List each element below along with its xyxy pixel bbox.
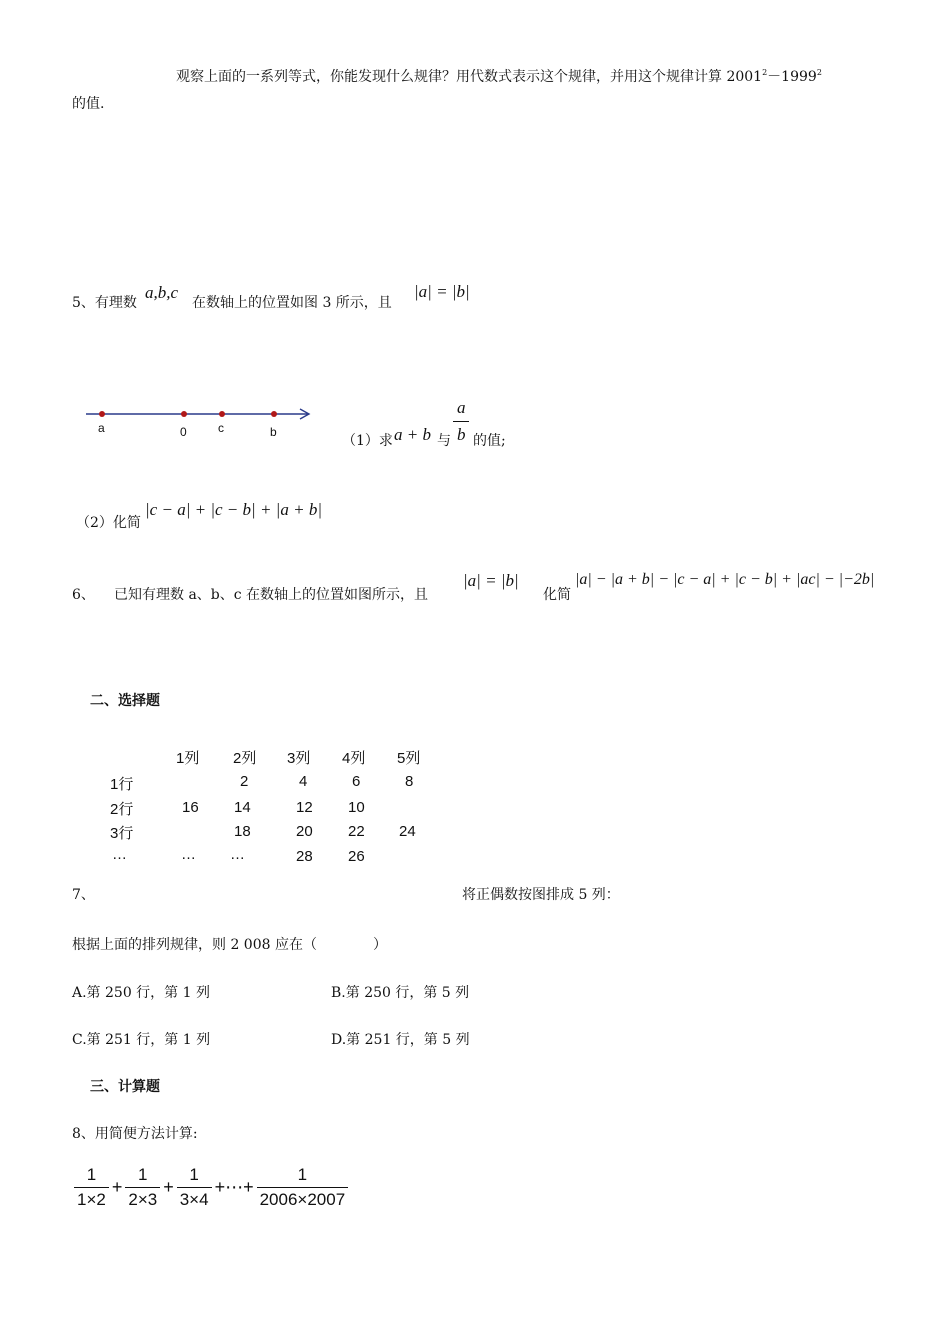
point-0	[181, 411, 187, 417]
plus-1: +	[111, 1177, 123, 1197]
fraction-2-numerator: 1	[125, 1165, 160, 1188]
col-header-3: 3列	[287, 750, 311, 767]
q6-expr: |a| − |a + b| − |c − a| + |c − b| + |ac| − |−2b|	[575, 571, 875, 588]
intro-sup-2: 2	[816, 68, 822, 77]
cell-r3-c3: 20	[296, 823, 313, 840]
col-header-5: 5列	[397, 750, 421, 767]
q5-condition: |a| = |b|	[414, 282, 470, 301]
row-label-ellipsis: …	[112, 846, 127, 863]
q7-statement: 将正偶数按图排成 5 列：	[462, 887, 620, 903]
cell-r2-c1: 16	[182, 799, 199, 816]
cell-r4-c2: …	[230, 846, 245, 863]
fraction-last-denominator: 2006×2007	[259, 1190, 346, 1209]
cell-r1-c3: 4	[299, 773, 308, 790]
label-c: c	[218, 421, 224, 435]
cell-r1-c2: 2	[240, 773, 249, 790]
q5-frac-den: b	[457, 425, 466, 444]
q6-simplify-label: 化简	[543, 587, 571, 603]
q7-option-a: A.第 250 行，第 1 列	[72, 985, 210, 1001]
q5-part1-suffix: 的值;	[473, 433, 506, 449]
cell-r4-c1: …	[181, 846, 196, 863]
q7-number: 7、	[72, 887, 95, 903]
q5-part2-prefix: （2）化简	[76, 515, 141, 531]
fraction-last	[257, 1165, 349, 1210]
q7-question: 根据上面的排列规律，则 2 008 应在（ ）	[72, 937, 387, 953]
fraction-3-numerator: 1	[177, 1165, 212, 1188]
intro-line-2: 的值.	[72, 96, 105, 112]
q7-option-b: B.第 250 行，第 5 列	[331, 985, 470, 1001]
cell-r1-c4: 6	[352, 773, 361, 790]
q5-frac-bar	[453, 421, 469, 422]
intro-minus: －1999	[767, 69, 817, 85]
fraction-2-denominator: 2×3	[128, 1190, 158, 1209]
fraction-1	[74, 1165, 109, 1210]
cell-r3-c4: 22	[348, 823, 365, 840]
cell-r3-c5: 24	[399, 823, 416, 840]
q6-number: 6、	[72, 587, 95, 603]
q5-part2-expr: |c − a| + |c − b| + |a + b|	[145, 500, 322, 519]
point-c	[219, 411, 225, 417]
q6-condition: |a| = |b|	[463, 571, 519, 590]
row-label-2: 2行	[110, 801, 134, 818]
q8-series-expression	[72, 1165, 350, 1210]
cell-r1-c5: 8	[405, 773, 414, 790]
q5-statement	[72, 292, 137, 312]
intro-text: 观察上面的一系列等式，你能发现什么规律？用代数式表示这个规律，并用这个规律计算 2001	[176, 69, 763, 85]
section-2-title: 二、选择题	[90, 693, 160, 709]
intro-sup-1: 2	[762, 68, 768, 77]
fraction-last-numerator: 1	[257, 1165, 349, 1188]
label-a: a	[98, 421, 105, 435]
cell-r2-c4: 10	[348, 799, 365, 816]
col-header-4: 4列	[342, 750, 366, 767]
section-3-title: 三、计算题	[90, 1079, 160, 1095]
point-b	[271, 411, 277, 417]
intro-line-1	[176, 66, 822, 86]
point-a	[99, 411, 105, 417]
q5-part1-mid: 与	[437, 433, 451, 449]
row-label-1: 1行	[110, 776, 134, 793]
q5-middle: 在数轴上的位置如图 3 所示，且	[192, 295, 392, 311]
q5-part1-expr: a + b	[394, 425, 431, 444]
fraction-1-numerator: 1	[74, 1165, 109, 1188]
q5-vars: a,b,c	[145, 283, 179, 302]
cell-r2-c2: 14	[234, 799, 251, 816]
q7-option-c: C.第 251 行，第 1 列	[72, 1032, 211, 1048]
q6-text: 已知有理数 a、b、c 在数轴上的位置如图所示，且	[114, 587, 429, 603]
q5-part1-prefix: （1）求	[342, 433, 393, 449]
q7-option-d: D.第 251 行，第 5 列	[331, 1032, 470, 1048]
cell-r4-c4: 26	[348, 848, 365, 865]
q5-prefix: 5、有理数	[72, 295, 137, 311]
plus-2: +	[163, 1177, 174, 1197]
cell-r3-c2: 18	[234, 823, 251, 840]
number-line-figure	[80, 402, 320, 442]
q5-frac-num: a	[457, 398, 466, 417]
fraction-3-denominator: 3×4	[179, 1190, 209, 1209]
cell-r2-c3: 12	[296, 799, 313, 816]
row-label-3: 3行	[110, 825, 134, 842]
fraction-2	[125, 1165, 160, 1210]
fraction-1-denominator: 1×2	[77, 1190, 106, 1209]
col-header-2: 2列	[233, 750, 257, 767]
fraction-3	[177, 1165, 212, 1210]
plus-ellipsis: +⋯+	[214, 1177, 254, 1197]
label-b: b	[270, 425, 277, 439]
cell-r4-c3: 28	[296, 848, 313, 865]
q8-prompt: 8、用简便方法计算:	[72, 1126, 198, 1142]
label-0: 0	[180, 425, 187, 439]
col-header-1: 1列	[176, 750, 200, 767]
